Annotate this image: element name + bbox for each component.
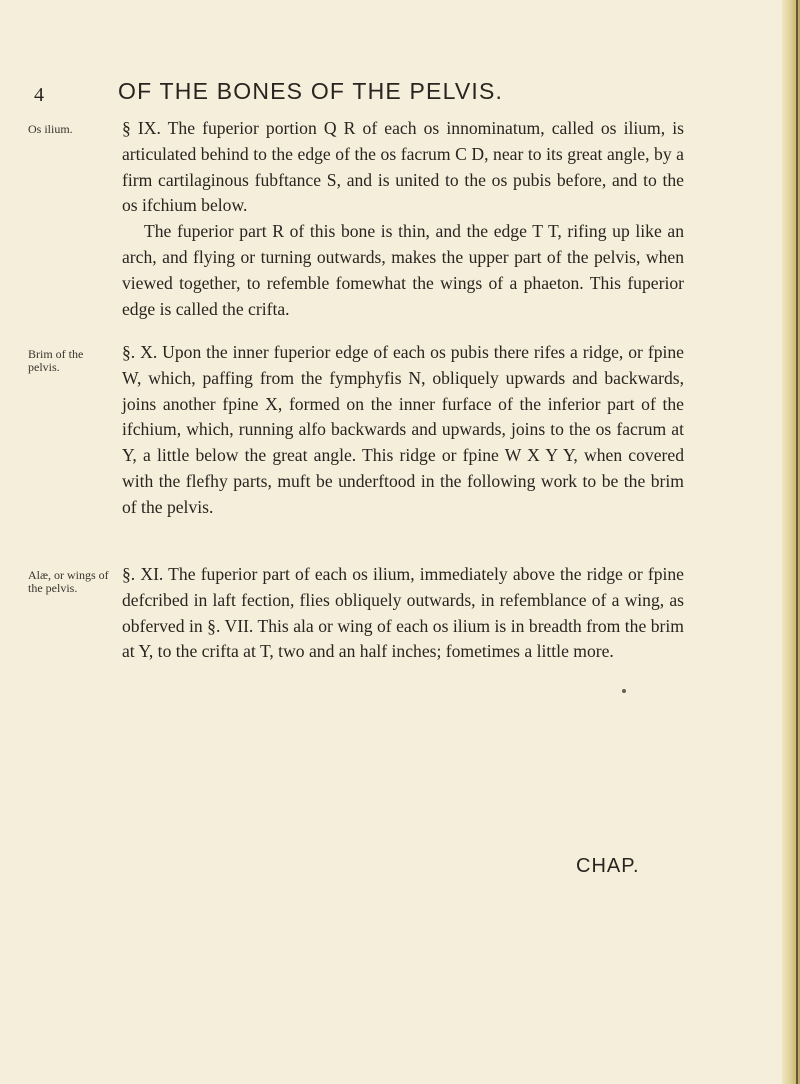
margin-note-os-ilium: Os ilium. — [28, 122, 73, 136]
page-edge-line — [796, 0, 798, 1084]
paragraph: § IX. The fuperior portion Q R of each os innominatum, called os ilium, is articulated behind to the edge of the os facrum C D, near to its great angle, by a firm cartilaginous fubftance S, and is united to the os pubis before, and to the os ifchium below. — [122, 118, 684, 216]
section-xi — [122, 562, 684, 665]
margin-note-brim-of-pelvis: Brim of the pelvis. — [28, 347, 84, 374]
section-x — [122, 340, 684, 521]
running-title: OF THE BONES OF THE PELVIS. — [118, 78, 504, 104]
margin-note-alae: Alæ, or wings of the pelvis. — [28, 568, 109, 595]
ink-speck — [622, 689, 626, 693]
paragraph: §. X. Upon the inner fuperior edge of each os pubis there rifes a ridge, or fpine W, which, paffing from the fymphyfis N, obliquely upwards and backwards, joins another fpine X, formed on the inner furface of the inferior part of the ifchium, which, running alfo backwards and upwards, joins to the os facrum at Y, a little below the great angle. This ridge or fpine W X Y Y, when covered with the flefhy parts, muft be underftood in the following work to be the brim of the pelvis. — [122, 342, 684, 517]
page-number: 4 — [34, 84, 44, 106]
page-header — [0, 78, 800, 108]
section-ix — [122, 116, 684, 322]
paragraph: §. XI. The fuperior part of each os ilium, immediately above the ridge or fpine defcribed in laft fection, flies obliquely outwards, in refemblance of a wing, as obferved in §. VII. This ala or wing of each os ilium is in breadth from the brim at Y, to the crifta at T, two and an half inches; fometimes a little more. — [122, 564, 684, 662]
catchword: CHAP. — [576, 855, 640, 877]
paragraph: The fuperior part R of this bone is thin, and the edge T T, rifing up like an arch, and flying or turning outwards, makes the upper part of the pelvis, when viewed together, to refemble fomewhat the wings of a phaeton. This fuperior edge is called the crifta. — [122, 221, 684, 319]
